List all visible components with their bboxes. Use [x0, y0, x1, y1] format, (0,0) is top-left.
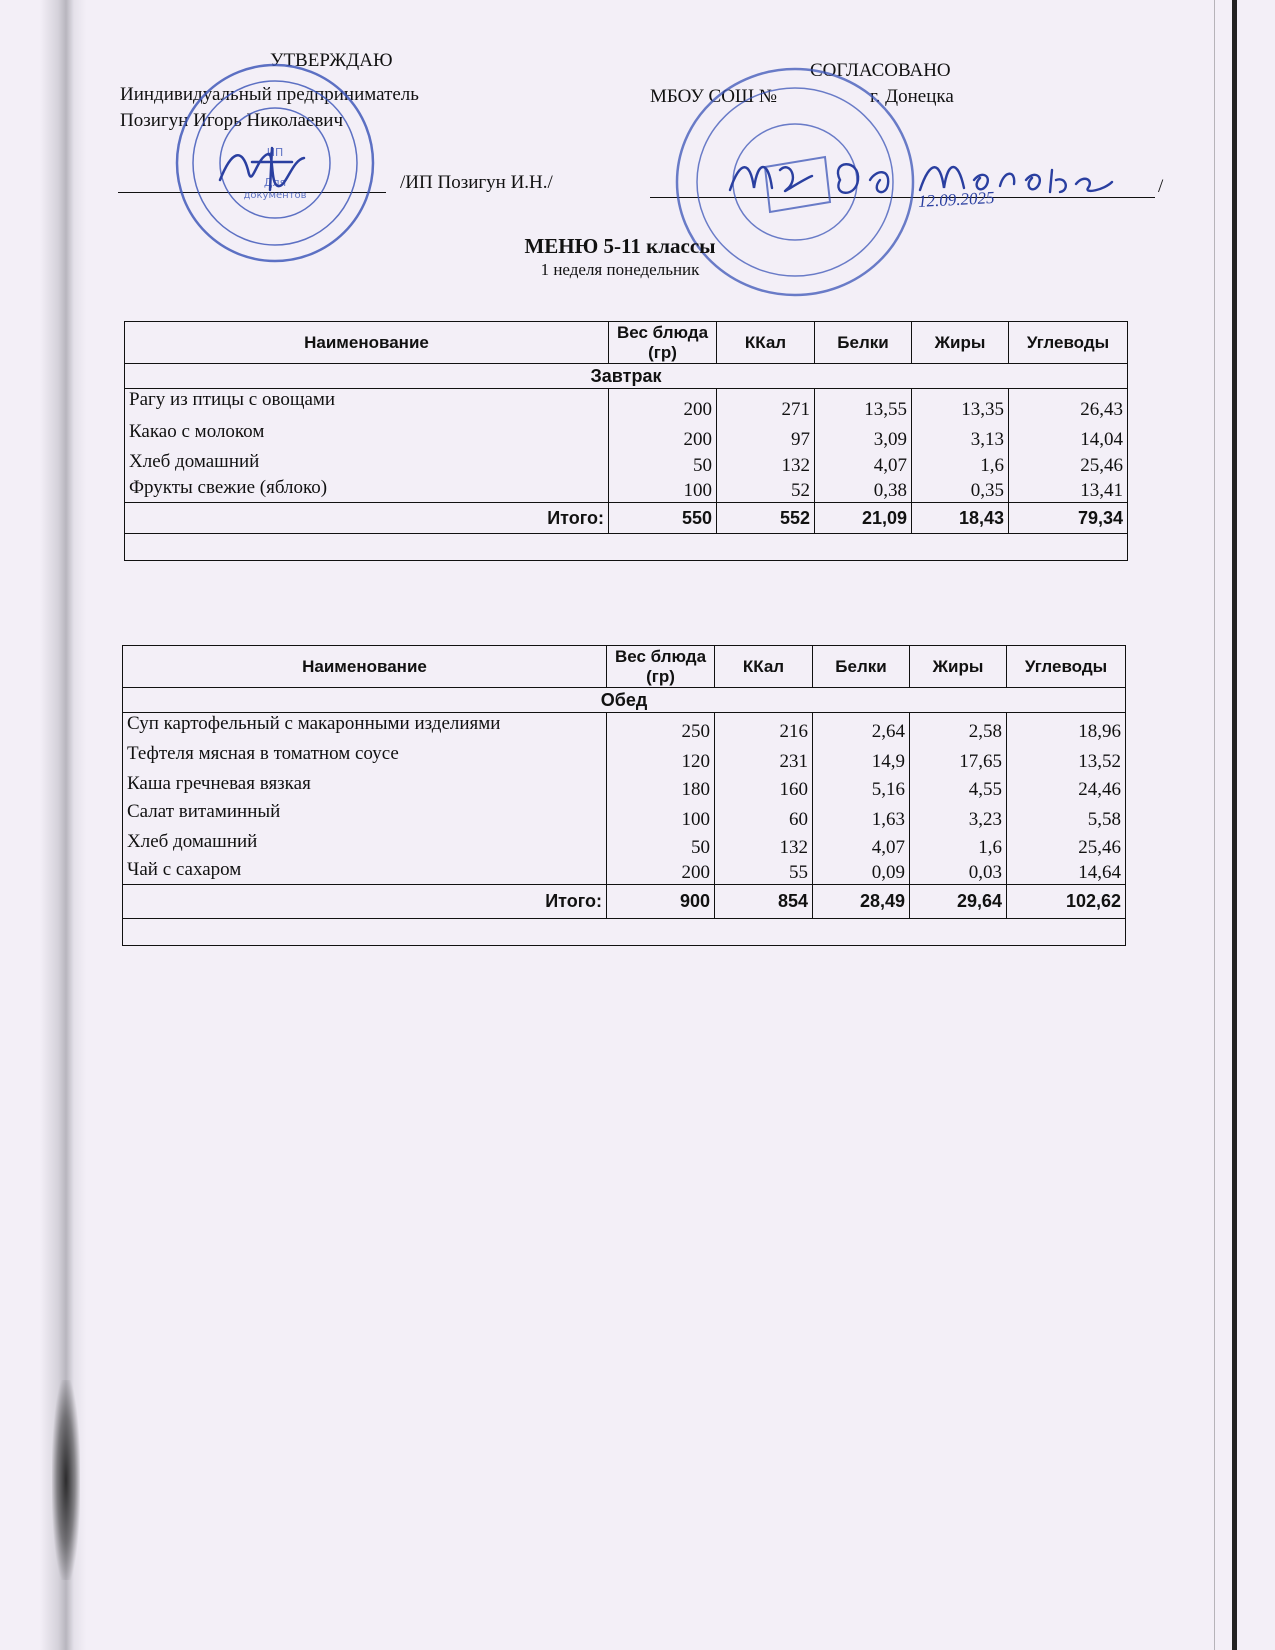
blank-row: [123, 919, 1126, 946]
total-kcal: 854: [715, 885, 813, 919]
dish-name: Фрукты свежие (яблоко): [125, 477, 609, 503]
dish-fat: 4,55: [910, 773, 1007, 801]
dish-carbs: 25,46: [1009, 451, 1128, 477]
dish-kcal: 216: [715, 713, 813, 743]
table-header-row: [123, 646, 1126, 688]
table-row: [125, 451, 1128, 477]
col-header-kcal: ККал: [717, 322, 815, 364]
dish-weight: 120: [607, 743, 715, 773]
dish-kcal: 231: [715, 743, 813, 773]
dish-name: Чай с сахаром: [123, 859, 607, 885]
breakfast-table: [124, 321, 1128, 561]
section-title-breakfast: Завтрак: [125, 364, 1128, 389]
total-protein: 28,49: [813, 885, 910, 919]
agreement-date: 12.09.2025: [917, 188, 995, 211]
dish-weight: 200: [609, 389, 717, 421]
table-row: [123, 713, 1126, 743]
dish-carbs: 25,46: [1007, 831, 1126, 859]
dish-kcal: 132: [715, 831, 813, 859]
scan-edge-right: [1232, 0, 1237, 1650]
table-row: [123, 801, 1126, 831]
lunch-table: [122, 645, 1126, 946]
dish-protein: 13,55: [815, 389, 912, 421]
blank-row: [125, 534, 1128, 561]
dish-fat: 1,6: [912, 451, 1009, 477]
dish-name: Рагу из птицы с овощами: [125, 389, 609, 421]
approval-signature: [212, 140, 322, 200]
section-row: [123, 688, 1126, 713]
dish-weight: 250: [607, 713, 715, 743]
dish-protein: 3,09: [815, 421, 912, 451]
col-header-carbs: Углеводы: [1009, 322, 1128, 364]
dish-kcal: 55: [715, 859, 813, 885]
col-header-name: Наименование: [123, 646, 607, 688]
blank-cell: [125, 534, 1128, 561]
dish-weight: 100: [609, 477, 717, 503]
dish-name: Тефтеля мясная в томатном соусе: [123, 743, 607, 773]
col-header-weight: Вес блюда (гр): [609, 322, 717, 364]
dish-carbs: 18,96: [1007, 713, 1126, 743]
dish-carbs: 26,43: [1009, 389, 1128, 421]
dish-name: Суп картофельный с макаронными изделиями: [123, 713, 607, 743]
table-row: [125, 389, 1128, 421]
col-header-protein: Белки: [813, 646, 910, 688]
dish-carbs: 13,41: [1009, 477, 1128, 503]
total-kcal: 552: [717, 503, 815, 534]
dish-fat: 13,35: [912, 389, 1009, 421]
agreement-city: г. Донецка: [870, 86, 954, 107]
total-fat: 29,64: [910, 885, 1007, 919]
col-header-carbs: Углеводы: [1007, 646, 1126, 688]
col-header-fat: Жиры: [910, 646, 1007, 688]
agreement-heading: СОГЛАСОВАНО: [810, 60, 951, 81]
table-row: [125, 421, 1128, 451]
dish-carbs: 14,64: [1007, 859, 1126, 885]
total-row: [125, 503, 1128, 534]
svg-text:Для: Для: [263, 176, 287, 189]
total-carbs: 102,62: [1007, 885, 1126, 919]
agreement-school: МБОУ СОШ №: [650, 86, 777, 107]
dish-fat: 3,13: [912, 421, 1009, 451]
approval-signature-caption: /ИП Позигун И.Н./: [400, 172, 553, 193]
dish-weight: 50: [609, 451, 717, 477]
dish-name: Хлеб домашний: [125, 451, 609, 477]
dish-protein: 0,09: [813, 859, 910, 885]
dish-kcal: 52: [717, 477, 815, 503]
total-weight: 900: [607, 885, 715, 919]
dish-weight: 200: [609, 421, 717, 451]
dish-fat: 2,58: [910, 713, 1007, 743]
dish-weight: 100: [607, 801, 715, 831]
svg-text:ИП: ИП: [266, 146, 284, 159]
total-fat: 18,43: [912, 503, 1009, 534]
col-header-name: Наименование: [125, 322, 609, 364]
dish-fat: 0,03: [910, 859, 1007, 885]
col-header-weight: Вес блюда (гр): [607, 646, 715, 688]
dish-protein: 5,16: [813, 773, 910, 801]
scan-smudge: [52, 1380, 80, 1580]
page-subtitle: 1 неделя понедельник: [540, 260, 700, 279]
approval-position: Ииндивидуальный предприниматель: [120, 84, 419, 105]
dish-name: Салат витаминный: [123, 801, 607, 831]
total-label: Итого:: [123, 885, 607, 919]
dish-carbs: 24,46: [1007, 773, 1126, 801]
table-row: [125, 477, 1128, 503]
table-row: [123, 743, 1126, 773]
dish-fat: 0,35: [912, 477, 1009, 503]
dish-protein: 0,38: [815, 477, 912, 503]
dish-name: Каша гречневая вязкая: [123, 773, 607, 801]
total-protein: 21,09: [815, 503, 912, 534]
total-weight: 550: [609, 503, 717, 534]
total-label: Итого:: [125, 503, 609, 534]
table-header-row: [125, 322, 1128, 364]
approval-person: Позигун Игорь Николаевич: [120, 110, 344, 131]
scan-line-right: [1214, 0, 1215, 1650]
table-row: [123, 773, 1126, 801]
section-row: [125, 364, 1128, 389]
svg-text:документов: документов: [243, 190, 307, 201]
col-header-protein: Белки: [815, 322, 912, 364]
approval-heading: УТВЕРЖДАЮ: [270, 50, 393, 71]
dish-protein: 2,64: [813, 713, 910, 743]
table-row: [123, 831, 1126, 859]
col-header-fat: Жиры: [912, 322, 1009, 364]
dish-name: Какао с молоком: [125, 421, 609, 451]
dish-protein: 14,9: [813, 743, 910, 773]
page-title: МЕНЮ 5-11 классы: [524, 234, 716, 258]
dish-weight: 50: [607, 831, 715, 859]
dish-kcal: 132: [717, 451, 815, 477]
dish-carbs: 5,58: [1007, 801, 1126, 831]
dish-kcal: 271: [717, 389, 815, 421]
total-row: [123, 885, 1126, 919]
dish-protein: 4,07: [815, 451, 912, 477]
dish-kcal: 60: [715, 801, 813, 831]
total-carbs: 79,34: [1009, 503, 1128, 534]
dish-kcal: 160: [715, 773, 813, 801]
section-title-lunch: Обед: [123, 688, 1126, 713]
table-row: [123, 859, 1126, 885]
dish-fat: 17,65: [910, 743, 1007, 773]
dish-protein: 1,63: [813, 801, 910, 831]
dish-weight: 180: [607, 773, 715, 801]
dish-carbs: 14,04: [1009, 421, 1128, 451]
dish-fat: 1,6: [910, 831, 1007, 859]
dish-carbs: 13,52: [1007, 743, 1126, 773]
dish-kcal: 97: [717, 421, 815, 451]
dish-protein: 4,07: [813, 831, 910, 859]
dish-weight: 200: [607, 859, 715, 885]
dish-fat: 3,23: [910, 801, 1007, 831]
dish-name: Хлеб домашний: [123, 831, 607, 859]
col-header-kcal: ККал: [715, 646, 813, 688]
blank-cell: [123, 919, 1126, 946]
agreement-signature-tail: /: [1158, 176, 1164, 197]
